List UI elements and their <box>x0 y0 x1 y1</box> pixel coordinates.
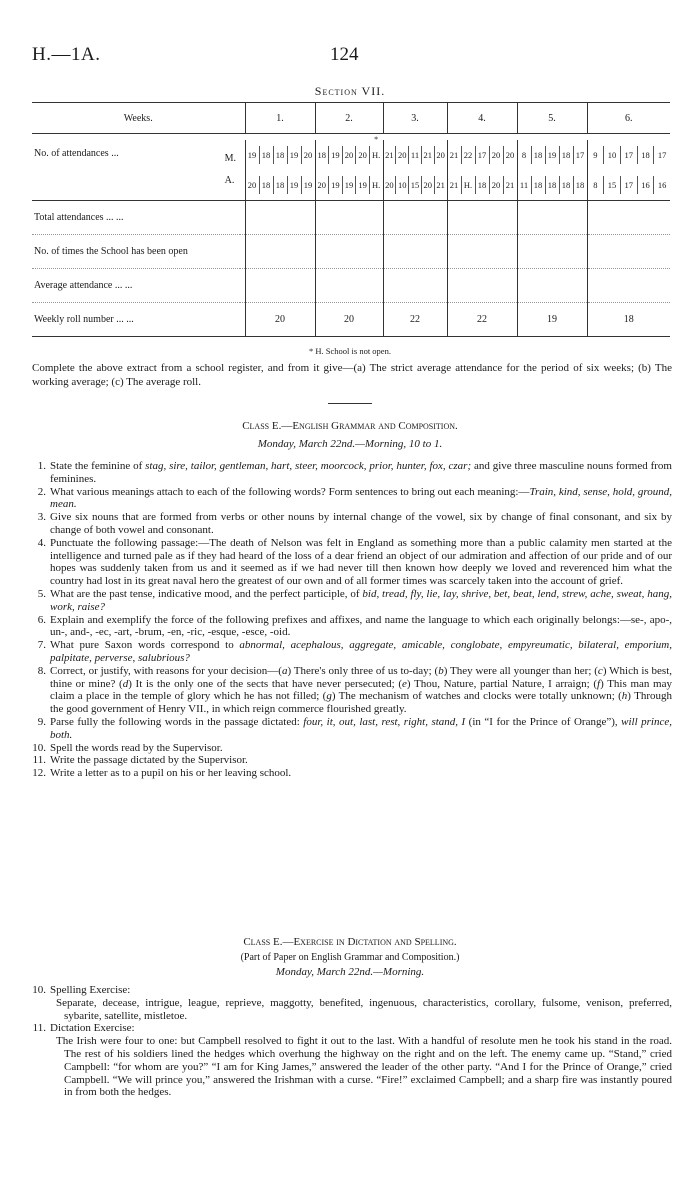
question-number: 2. <box>37 485 46 498</box>
attendance-value: 18 <box>559 176 573 194</box>
question-text: State the feminine of stag, sire, tailor, gentleman, hart, steer, moorcock, prior, hunter, fox, czar; and give three masculine nouns formed from feminines. <box>50 460 672 485</box>
question-number: 4. <box>37 536 46 549</box>
attendance-value: 16 <box>653 176 670 194</box>
roll-number: 22 <box>447 303 517 337</box>
m-week-1 <box>245 140 315 170</box>
question-text: Punctuate the following passage:—The death of Nelson was felt in England as something more than a public calamity men started at the intelligence and turned pale as if they had heard of the loss of a dear friend an object of our admiration and affection of our pride and of our hopes was suddenly taken from us and it seemed as if we had never till then known how deeply we loved and reverenced him what the country had lost in its great naval hero the greatest of our own and of all former times was scarcely taken into the account of grief. <box>50 536 672 588</box>
question-item <box>32 716 672 742</box>
attendance-value: 18 <box>317 149 327 160</box>
a-week-4 <box>447 170 517 201</box>
weeks-header: Weeks. <box>32 103 245 134</box>
week-header: 1. <box>245 103 315 134</box>
attendance-value: 20 <box>395 146 408 164</box>
question-number: 10. <box>32 741 46 754</box>
class1-subtitle: Monday, March 22nd.—Morning, 10 to 1. <box>257 438 443 450</box>
attendance-cells <box>588 176 671 194</box>
question-number: 5. <box>37 587 46 600</box>
question-item <box>32 614 672 640</box>
attendance-value: 22 <box>461 146 475 164</box>
attendance-value: 20 <box>342 146 356 164</box>
question-text: Spell the words read by the Supervisor. <box>50 741 223 754</box>
m-week-6 <box>587 140 670 170</box>
attendance-cells <box>448 176 517 194</box>
question-text: Write a letter as to a pupil on his or her leaving school. <box>50 767 292 780</box>
row-brace <box>225 148 236 192</box>
question-item <box>32 486 672 512</box>
attendance-value: 18 <box>259 146 273 164</box>
question-item <box>32 665 672 716</box>
roll-number: 19 <box>517 303 587 337</box>
exercise-item <box>32 1022 672 1099</box>
m-week-4 <box>447 140 517 170</box>
attendance-cells <box>518 146 587 164</box>
exercise-number: 10. <box>32 984 46 996</box>
week-header: 6. <box>587 103 670 134</box>
section-title: Section VII. <box>314 84 386 98</box>
attendance-value: 18 <box>531 146 545 164</box>
attendance-value: 19 <box>328 176 342 194</box>
attendance-value: 20 <box>489 176 503 194</box>
question-number: 3. <box>37 511 46 524</box>
attendance-value: 9 <box>593 149 598 160</box>
attendances-label <box>32 140 240 201</box>
a-week-2 <box>315 170 383 201</box>
attendance-value: 17 <box>620 176 637 194</box>
question-number: 7. <box>37 639 46 652</box>
question-text: Write the passage dictated by the Supervisor. <box>50 754 248 767</box>
attendance-value: 19 <box>247 149 257 160</box>
attendance-cells <box>246 176 315 194</box>
attendance-cells <box>518 176 587 194</box>
attendance-cells <box>588 146 671 164</box>
week-header: 3. <box>383 103 447 134</box>
a-week-1 <box>245 170 315 201</box>
table-footnote: * H. School is not open. <box>309 346 391 356</box>
question-item <box>32 767 672 780</box>
instruction-text: Complete the above extract from a school register, and from it give—(a) The strict average attendance for the period of six weeks; (b) The working average; (c) The average roll. <box>32 362 672 388</box>
class2-subtitle: Monday, March 22nd.—Morning. <box>275 966 425 978</box>
attendance-value: 21 <box>503 176 517 194</box>
divider-rule <box>328 403 372 404</box>
class2-title: Class E.—Exercise in Dictation and Spelling. <box>243 936 457 948</box>
question-text: What pure Saxon words correspond to abnormal, acephalous, aggregate, amicable, conglobate, empyreumatic, bilateral, emporium, palpitate, perverse, salubrious? <box>50 639 672 664</box>
attendance-value: 19 <box>287 146 301 164</box>
attendance-value: 20 <box>385 179 394 190</box>
attendance-value: H. <box>369 176 383 194</box>
attendance-value: 20 <box>434 146 447 164</box>
attendance-value: 11 <box>519 179 529 190</box>
attendance-value: 15 <box>408 176 421 194</box>
m-week-3 <box>383 140 447 170</box>
attendance-value: 19 <box>328 146 342 164</box>
question-text: What various meanings attach to each of the following words? Form sentences to bring out each meaning:—Train, kind, sense, hold, ground, mean. <box>50 485 672 511</box>
exercise-body: The Irish were four to one: but Campbell resolved to fight it out to the last. With a handful of resolute men he took his stand in the road. The rest of his soldiers lined the hedges which overhung the highway on the right and on the left. The enemy came up. “Stand,” cried Campbell: “for whom are you?” “I am for King James,” answered the leader of the other party. “And I for the Prince of Orange,” cried Campbell. “We will prince you,” answered the Irishman with a curse. “Fire!” exclaimed Campbell; and a sharp fire was instantly poured in from both the hedges. <box>56 1035 672 1099</box>
attendance-value: 20 <box>421 176 434 194</box>
m-week-2 <box>315 134 383 170</box>
attendance-value: 15 <box>603 176 620 194</box>
question-number: 6. <box>37 613 46 626</box>
attendance-value: 18 <box>273 176 287 194</box>
attendance-value: 18 <box>259 176 273 194</box>
m-week-5 <box>517 140 587 170</box>
attendance-value: 17 <box>620 146 637 164</box>
exercise-body: Separate, decease, intrigue, league, reprieve, maggotty, benefited, ingenuous, characteristics, corollary, fulsome, venison, preferred, sybarite, satellite, mistletoe. <box>56 996 672 1022</box>
average-attendance-label: Average attendance ... ... <box>32 269 245 303</box>
attendance-value: 10 <box>603 146 620 164</box>
attendance-value: 18 <box>559 146 573 164</box>
attendances-label-text: No. of attendances ... <box>34 148 119 159</box>
exercise-heading: Dictation Exercise: <box>50 1022 135 1035</box>
question-text: What are the past tense, indicative mood, and the perfect participle, of bid, tread, fly, lie, lay, shrive, bet, beat, lend, strew, ache, sweat, hang, work, raise? <box>50 587 673 613</box>
attendance-value: 11 <box>408 146 421 164</box>
page-reference: H.—1A. <box>32 44 101 65</box>
attendance-value: 21 <box>421 146 434 164</box>
attendance-value: 18 <box>273 146 287 164</box>
attendance-value: 17 <box>653 146 670 164</box>
attendance-value: 20 <box>317 179 327 190</box>
question-number: 12. <box>32 767 46 780</box>
attendance-cells <box>384 146 447 164</box>
question-item <box>32 639 672 665</box>
question-number: 1. <box>37 460 46 472</box>
attendance-value: 8 <box>593 179 598 190</box>
attendance-value: 19 <box>545 146 559 164</box>
total-attendances-label: Total attendances ... ... <box>32 201 245 235</box>
attendance-cells <box>316 176 383 194</box>
attendance-value: 21 <box>385 149 394 160</box>
attendance-value: 18 <box>475 176 489 194</box>
attendance-value: 10 <box>395 176 408 194</box>
question-text: Correct, or justify, with reasons for your decision—(a) There's only three of us to-day; (b) They were all younger than her; (c) Which is best, thine or mine? (d) It is the only one of the sects that have never persecuted; (e) Thou, Nature, partial Nature, I arraign; (f) This man may claim a place in the temple of glory which he has not filled; (g) The mechanism of watches and clocks were totally unknown; (h) Through the good government of Henry VII., in which reign commerce flourished greatly. <box>50 664 672 716</box>
question-text: Give six nouns that are formed from verbs or other nouns by internal change of the vowel, six by change of final consonant, and six by change of both vowel and consonant. <box>50 511 672 536</box>
exercise-heading: Spelling Exercise: <box>50 984 131 996</box>
a-week-6 <box>587 170 670 201</box>
roll-number: 20 <box>245 303 315 337</box>
attendance-value: H. <box>461 176 475 194</box>
attendance-value: 20 <box>301 146 315 164</box>
attendance-cells <box>384 176 447 194</box>
weekly-roll-label: Weekly roll number ... ... <box>32 303 245 337</box>
attendance-value: 21 <box>449 149 459 160</box>
register-table <box>32 102 670 337</box>
attendance-value: 17 <box>475 146 489 164</box>
question-text: Parse fully the following words in the passage dictated: four, it, out, last, rest, right, stand, I (in “I for the Prince of Orange”), will prince, both. <box>50 715 672 741</box>
not-open-marker: * <box>374 134 379 144</box>
question-item <box>32 537 672 588</box>
attendance-value: 20 <box>503 146 517 164</box>
question-item <box>32 460 672 486</box>
attendance-cells <box>246 146 315 164</box>
week-header: 5. <box>517 103 587 134</box>
attendance-value: 21 <box>434 176 447 194</box>
attendance-value: 19 <box>342 176 356 194</box>
attendance-cells <box>448 146 517 164</box>
attendance-value: 19 <box>301 176 315 194</box>
question-text: Explain and exemplify the force of the following prefixes and affixes, and name the language to which each originally belongs:—se-, apo-, un-, and-, -ec, -art, -brum, -en, -ric, -esque, -esce, -oid. <box>50 613 672 639</box>
class2-part: (Part of Paper on English Grammar and Composition.) <box>240 952 460 963</box>
question-number: 11. <box>32 754 46 767</box>
attendance-value: 18 <box>531 176 545 194</box>
attendance-value: 16 <box>637 176 654 194</box>
attendance-value: 19 <box>355 176 369 194</box>
attendance-value: 18 <box>573 176 587 194</box>
week-header: 4. <box>447 103 517 134</box>
attendance-value: 20 <box>489 146 503 164</box>
attendance-value: 20 <box>355 146 369 164</box>
row-a-label: A. <box>224 175 235 186</box>
question-list <box>32 460 672 780</box>
week-header: 2. <box>315 103 383 134</box>
attendance-value: 19 <box>287 176 301 194</box>
attendance-value: 20 <box>247 179 257 190</box>
row-m-label: M. <box>224 153 236 164</box>
roll-number: 18 <box>587 303 670 337</box>
attendance-value: 21 <box>449 179 459 190</box>
page-number: 124 <box>330 44 359 65</box>
attendance-value: H. * <box>369 146 383 164</box>
attendance-value: 8 <box>521 149 527 160</box>
attendance-cells <box>316 134 383 164</box>
question-item <box>32 754 672 767</box>
question-item <box>32 511 672 537</box>
attendance-value: 18 <box>637 146 654 164</box>
attendance-value: 17 <box>573 146 587 164</box>
a-week-3 <box>383 170 447 201</box>
exercise-number: 11. <box>32 1022 46 1035</box>
exercise-item <box>32 984 672 1022</box>
times-open-label: No. of times the School has been open <box>32 235 245 269</box>
question-item <box>32 742 672 755</box>
class1-title: Class E.—English Grammar and Composition. <box>242 420 458 432</box>
attendance-value: 18 <box>545 176 559 194</box>
roll-number: 20 <box>315 303 383 337</box>
question-item <box>32 588 672 614</box>
exercise-list <box>32 984 672 1099</box>
question-number: 8. <box>37 664 46 677</box>
question-number: 9. <box>37 715 46 728</box>
a-week-5 <box>517 170 587 201</box>
roll-number: 22 <box>383 303 447 337</box>
